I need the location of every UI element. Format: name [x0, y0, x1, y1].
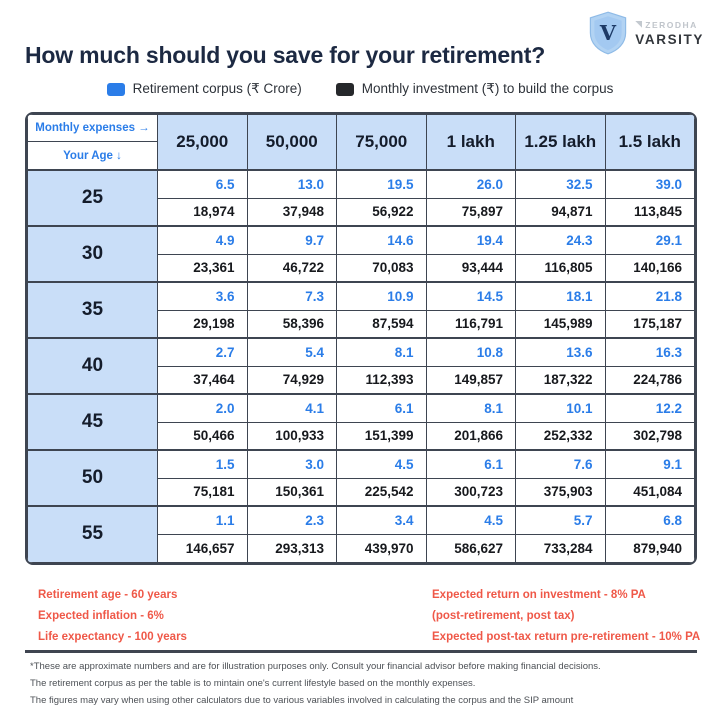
investment-cell: 733,284	[516, 534, 606, 562]
assumptions-right	[432, 589, 700, 643]
assumption-line: Life expectancy - 100 years	[38, 631, 187, 643]
assumption-line: Expected return on investment - 8% PA	[432, 589, 646, 601]
table-row-corpus	[28, 450, 695, 478]
corpus-cell: 13.0	[247, 170, 337, 198]
footnotes	[30, 661, 601, 706]
table-body	[28, 170, 695, 562]
corpus-cell: 21.8	[605, 282, 695, 310]
svg-text:V: V	[600, 20, 617, 46]
age-cell: 30	[28, 226, 158, 282]
corpus-cell: 6.5	[158, 170, 248, 198]
investment-cell: 224,786	[605, 366, 695, 394]
legend	[0, 81, 720, 97]
investment-cell: 116,791	[426, 310, 516, 338]
zerodha-kite-icon	[635, 21, 642, 28]
investment-cell: 70,083	[337, 254, 427, 282]
investment-cell: 56,922	[337, 198, 427, 226]
age-cell: 50	[28, 450, 158, 506]
corpus-cell: 9.7	[247, 226, 337, 254]
corpus-cell: 18.1	[516, 282, 606, 310]
investment-cell: 879,940	[605, 534, 695, 562]
corpus-cell: 3.6	[158, 282, 248, 310]
corpus-cell: 16.3	[605, 338, 695, 366]
corpus-cell: 12.2	[605, 394, 695, 422]
assumption-line: Expected inflation - 6%	[38, 610, 164, 622]
corpus-cell: 13.6	[516, 338, 606, 366]
corner-header-cell	[28, 115, 158, 171]
investment-cell: 439,970	[337, 534, 427, 562]
corpus-cell: 4.5	[337, 450, 427, 478]
corpus-cell: 2.0	[158, 394, 248, 422]
corpus-cell: 10.1	[516, 394, 606, 422]
investment-cell: 74,929	[247, 366, 337, 394]
investment-cell: 451,084	[605, 478, 695, 506]
corpus-cell: 1.1	[158, 506, 248, 534]
investment-cell: 293,313	[247, 534, 337, 562]
investment-cell: 140,166	[605, 254, 695, 282]
investment-cell: 94,871	[516, 198, 606, 226]
legend-item-0	[107, 81, 302, 97]
investment-cell: 75,897	[426, 198, 516, 226]
legend-label: Monthly investment (₹) to build the corpus	[361, 81, 614, 96]
investment-cell: 50,466	[158, 422, 248, 450]
assumption-line: (post-retirement, post tax)	[432, 610, 575, 622]
investment-cell: 75,181	[158, 478, 248, 506]
age-cell: 25	[28, 170, 158, 226]
corpus-cell: 29.1	[605, 226, 695, 254]
corpus-cell: 7.6	[516, 450, 606, 478]
investment-cell: 375,903	[516, 478, 606, 506]
investment-cell: 46,722	[247, 254, 337, 282]
corpus-cell: 7.3	[247, 282, 337, 310]
corpus-cell: 8.1	[426, 394, 516, 422]
age-cell: 55	[28, 506, 158, 562]
corpus-cell: 3.4	[337, 506, 427, 534]
investment-cell: 112,393	[337, 366, 427, 394]
corpus-cell: 1.5	[158, 450, 248, 478]
investment-cell: 201,866	[426, 422, 516, 450]
corpus-cell: 9.1	[605, 450, 695, 478]
corpus-cell: 14.5	[426, 282, 516, 310]
corpus-cell: 4.5	[426, 506, 516, 534]
legend-swatch-icon	[107, 83, 125, 96]
column-header: 1 lakh	[426, 115, 516, 171]
legend-item-1	[336, 81, 614, 97]
corpus-cell: 39.0	[605, 170, 695, 198]
age-cell: 35	[28, 282, 158, 338]
investment-cell: 37,948	[247, 198, 337, 226]
monthly-expenses-label: Monthly expenses →	[28, 115, 157, 142]
table-row-corpus	[28, 338, 695, 366]
footnote-line: *These are approximate numbers and are for illustration purposes only. Consult your financial advisor before making financial decisions.	[30, 661, 601, 672]
corpus-cell: 19.5	[337, 170, 427, 198]
corpus-cell: 8.1	[337, 338, 427, 366]
footnote-line: The figures may vary when using other calculators due to various variables involved in calculating the corpus and the SIP amount	[30, 695, 574, 706]
footnote-line: The retirement corpus as per the table is to mintain one's current lifestyle based on the monthly expenses.	[30, 678, 476, 689]
your-age-label: Your Age ↓	[63, 149, 122, 162]
investment-cell: 100,933	[247, 422, 337, 450]
corpus-cell: 32.5	[516, 170, 606, 198]
corpus-cell: 2.3	[247, 506, 337, 534]
corpus-cell: 3.0	[247, 450, 337, 478]
corpus-cell: 10.9	[337, 282, 427, 310]
corpus-cell: 6.8	[605, 506, 695, 534]
table-row-corpus	[28, 226, 695, 254]
logo-brand-text: ZERODHA	[645, 19, 698, 30]
assumption-line: Expected post-tax return pre-retirement - 10% PA	[432, 631, 701, 643]
investment-cell: 116,805	[516, 254, 606, 282]
investment-cell: 175,187	[605, 310, 695, 338]
corpus-cell: 14.6	[337, 226, 427, 254]
table-row-corpus	[28, 506, 695, 534]
assumption-line: Retirement age - 60 years	[38, 589, 178, 601]
investment-cell: 18,974	[158, 198, 248, 226]
investment-cell: 23,361	[158, 254, 248, 282]
corpus-cell: 5.4	[247, 338, 337, 366]
corpus-cell: 26.0	[426, 170, 516, 198]
table-row-corpus	[28, 170, 695, 198]
corpus-cell: 6.1	[426, 450, 516, 478]
investment-cell: 302,798	[605, 422, 695, 450]
investment-cell: 93,444	[426, 254, 516, 282]
investment-cell: 586,627	[426, 534, 516, 562]
corpus-cell: 4.1	[247, 394, 337, 422]
investment-cell: 300,723	[426, 478, 516, 506]
page-title: How much should you save for your retirement?	[25, 42, 546, 68]
corpus-cell: 24.3	[516, 226, 606, 254]
column-header: 25,000	[158, 115, 248, 171]
investment-cell: 29,198	[158, 310, 248, 338]
investment-cell: 187,322	[516, 366, 606, 394]
column-header: 50,000	[247, 115, 337, 171]
investment-cell: 113,845	[605, 198, 695, 226]
footer-divider	[25, 650, 697, 653]
legend-swatch-icon	[336, 83, 354, 96]
investment-cell: 146,657	[158, 534, 248, 562]
table-row-corpus	[28, 394, 695, 422]
corpus-cell: 19.4	[426, 226, 516, 254]
column-header: 1.5 lakh	[605, 115, 695, 171]
investment-cell: 145,989	[516, 310, 606, 338]
investment-cell: 252,332	[516, 422, 606, 450]
investment-cell: 150,361	[247, 478, 337, 506]
table-header-row	[28, 115, 695, 171]
age-cell: 45	[28, 394, 158, 450]
logo-product-text: VARSITY	[635, 31, 704, 47]
investment-cell: 149,857	[426, 366, 516, 394]
investment-cell: 37,464	[158, 366, 248, 394]
age-cell: 40	[28, 338, 158, 394]
column-header: 75,000	[337, 115, 427, 171]
corpus-cell: 2.7	[158, 338, 248, 366]
corpus-cell: 4.9	[158, 226, 248, 254]
investment-cell: 87,594	[337, 310, 427, 338]
investment-cell: 58,396	[247, 310, 337, 338]
assumptions-left	[38, 589, 187, 643]
retirement-table	[25, 112, 697, 565]
investment-cell: 225,542	[337, 478, 427, 506]
column-header: 1.25 lakh	[516, 115, 606, 171]
corpus-cell: 6.1	[337, 394, 427, 422]
corpus-cell: 10.8	[426, 338, 516, 366]
investment-cell: 151,399	[337, 422, 427, 450]
table-row-corpus	[28, 282, 695, 310]
varsity-shield-icon	[588, 10, 628, 56]
corpus-cell: 5.7	[516, 506, 606, 534]
legend-label: Retirement corpus (₹ Crore)	[132, 81, 302, 96]
varsity-logo	[588, 10, 704, 56]
